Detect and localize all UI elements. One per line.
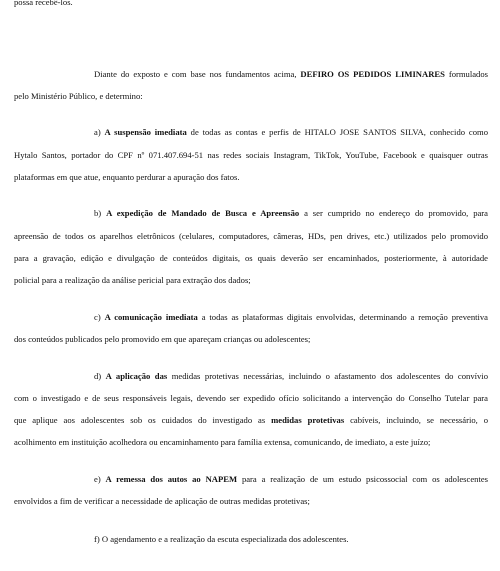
item-f-line-1 [94, 534, 349, 545]
item-d-text-4: acolhimento em instituição acolhedora ou encaminhamento para família extensa, comunicando, de imediato, a este juízo; [14, 437, 431, 447]
item-b-prefix: b) [94, 208, 107, 218]
item-b-line-1 [94, 208, 488, 219]
item-b-line-4 [14, 275, 251, 286]
intro-line-2 [14, 91, 143, 102]
item-d-text-2: com o investigado e de seus responsáveis legais, devendo ser expedido ofício solicitando a intervenção do Conselho Tutelar para [14, 393, 488, 403]
item-b-bold: A expedição de Mandado de Busca e Apreensão [106, 208, 300, 218]
item-a-line-1 [94, 127, 488, 138]
item-c-bold: A comunicação imediata [104, 312, 198, 322]
intro-text-2: pelo Ministério Público, e determino: [14, 91, 143, 101]
item-d-bold-2: medidas protetivas [271, 415, 345, 425]
item-b-text-3: para a gravação, edição e divulgação de conteúdos digitais, os quais deverão ser encaminhados, posteriormente, à autoridade [14, 253, 488, 263]
item-d-bold: A aplicação das [105, 371, 168, 381]
intro-text-post: formulados [444, 69, 488, 79]
top-fragment-text: possa recebê-los. [14, 0, 73, 7]
item-e-line-2 [14, 496, 310, 507]
item-d-text-3-post: cabíveis, incluindo, se necessário, o [344, 415, 488, 425]
item-d-text-1: medidas protetivas necessárias, incluindo o afastamento dos adolescentes do convívio [167, 371, 488, 381]
item-a-text-3: plataformas em que atue, enquanto perdurar a apuração dos fatos. [14, 172, 240, 182]
item-a-line-3 [14, 172, 240, 183]
top-fragment-line [14, 0, 73, 8]
item-d-line-4 [14, 437, 430, 448]
item-b-text-4: policial para a realização da análise pericial para extração dos dados; [14, 275, 251, 285]
item-a-prefix: a) [94, 127, 105, 137]
item-a-bold: A suspensão imediata [104, 127, 187, 137]
item-d-line-3 [14, 415, 488, 426]
item-e-text-2: envolvidos a fim de verificar a necessidade de aplicação de outras medidas protetivas; [14, 496, 310, 506]
item-a-line-2 [14, 150, 488, 161]
item-c-text-1: a todas as plataformas digitais envolvidas, determinando a remoção preventiva [197, 312, 488, 322]
item-e-bold: A remessa dos autos ao NAPEM [105, 474, 238, 484]
item-c-line-2 [14, 334, 310, 345]
item-d-line-1 [94, 371, 488, 382]
item-b-line-3 [14, 253, 488, 264]
intro-text: Diante do exposto e com base nos fundamentos acima, [94, 69, 301, 79]
intro-bold: DEFIRO OS PEDIDOS LIMINARES [300, 69, 445, 79]
item-f-text: f) O agendamento e a realização da escuta especializada dos adolescentes. [94, 534, 349, 544]
item-b-line-2 [14, 231, 488, 242]
item-e-text-1: para a realização de um estudo psicossocial com os adolescentes [237, 474, 489, 484]
item-e-prefix: e) [94, 474, 106, 484]
item-d-text-3: que aplique aos adolescentes sob os cuidados do investigado as [14, 415, 272, 425]
item-a-text-2: Hytalo Santos, portador do CPF nº 071.407.694-51 nas redes sociais Instagram, TikTok, YouTube, Facebook e quaisquer outras [14, 150, 488, 160]
item-b-text-1: a ser cumprido no endereço do promovido, para [299, 208, 488, 218]
item-b-text-2: apreensão de todos os aparelhos eletrônicos (celulares, computadores, câmeras, HDs, pen drives, etc.) utilizados pelo promovido [14, 231, 488, 241]
item-d-prefix: d) [94, 371, 106, 381]
item-a-text-1: de todas as contas e perfis de HITALO JOSE SANTOS SILVA, conhecido como [186, 127, 489, 137]
item-c-prefix: c) [94, 312, 105, 322]
item-e-line-1 [94, 474, 488, 485]
item-d-line-2 [14, 393, 488, 404]
intro-line-1 [94, 69, 488, 80]
item-c-text-2: dos conteúdos publicados pelo promovido em que apareçam crianças ou adolescentes; [14, 334, 311, 344]
item-c-line-1 [94, 312, 488, 323]
